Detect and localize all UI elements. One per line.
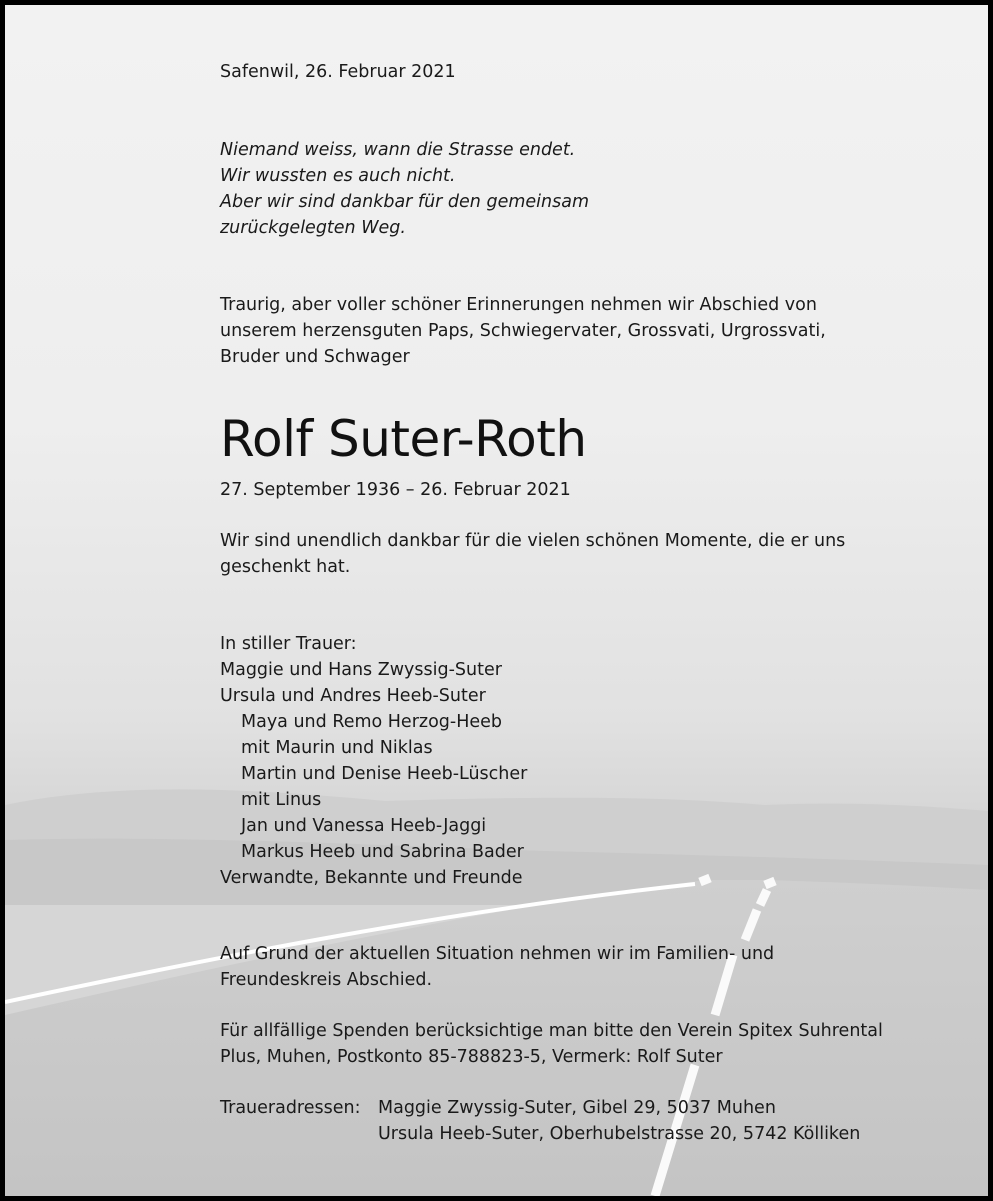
intro-line: unserem herzensguten Paps, Schwiegervater, Grossvati, Urgrossvati, <box>220 321 826 341</box>
intro-line: Traurig, aber voller schöner Erinnerungen nehmen wir Abschied von <box>220 295 817 315</box>
poem-line: Wir wussten es auch nicht. <box>220 166 456 186</box>
farewell-line: Auf Grund der aktuellen Situation nehmen wir im Familien- und <box>220 944 775 964</box>
mourner-line: Maya und Remo Herzog-Heeb <box>241 712 503 732</box>
mourner-line: Verwandte, Bekannte und Freunde <box>220 868 523 888</box>
poem-line: Aber wir sind dankbar für den gemeinsam <box>220 192 589 212</box>
address-line: Ursula Heeb-Suter, Oberhubelstrasse 20, 5742 Kölliken <box>378 1124 861 1144</box>
gratitude-line: geschenkt hat. <box>220 557 351 577</box>
poem-line: Niemand weiss, wann die Strasse endet. <box>220 140 576 160</box>
mourner-line: mit Linus <box>241 790 322 810</box>
gratitude-line: Wir sind unendlich dankbar für die vielen schönen Momente, die er uns <box>220 531 846 551</box>
farewell-line: Freundeskreis Abschied. <box>220 970 433 990</box>
place-date: Safenwil, 26. Februar 2021 <box>220 62 456 82</box>
mourner-line: Jan und Vanessa Heeb-Jaggi <box>241 816 487 836</box>
addresses-label: Traueradressen: <box>220 1098 361 1118</box>
mourner-line: Maggie und Hans Zwyssig-Suter <box>220 660 502 680</box>
donations-line: Plus, Muhen, Postkonto 85-788823-5, Vermerk: Rolf Suter <box>220 1047 723 1067</box>
address-line: Maggie Zwyssig-Suter, Gibel 29, 5037 Muhen <box>378 1098 776 1118</box>
mourners-heading: In stiller Trauer: <box>220 634 357 654</box>
mourner-line: mit Maurin und Niklas <box>241 738 433 758</box>
mourner-line: Ursula und Andres Heeb-Suter <box>220 686 486 706</box>
mourner-line: Martin und Denise Heeb-Lüscher <box>241 764 528 784</box>
intro-line: Bruder und Schwager <box>220 347 410 367</box>
poem-line: zurückgelegten Weg. <box>220 218 406 238</box>
deceased-name: Rolf Suter-Roth <box>220 410 587 468</box>
life-dates: 27. September 1936 – 26. Februar 2021 <box>220 480 571 500</box>
mourner-line: Markus Heeb und Sabrina Bader <box>241 842 524 862</box>
donations-line: Für allfällige Spenden berücksichtige man bitte den Verein Spitex Suhrental <box>220 1021 883 1041</box>
